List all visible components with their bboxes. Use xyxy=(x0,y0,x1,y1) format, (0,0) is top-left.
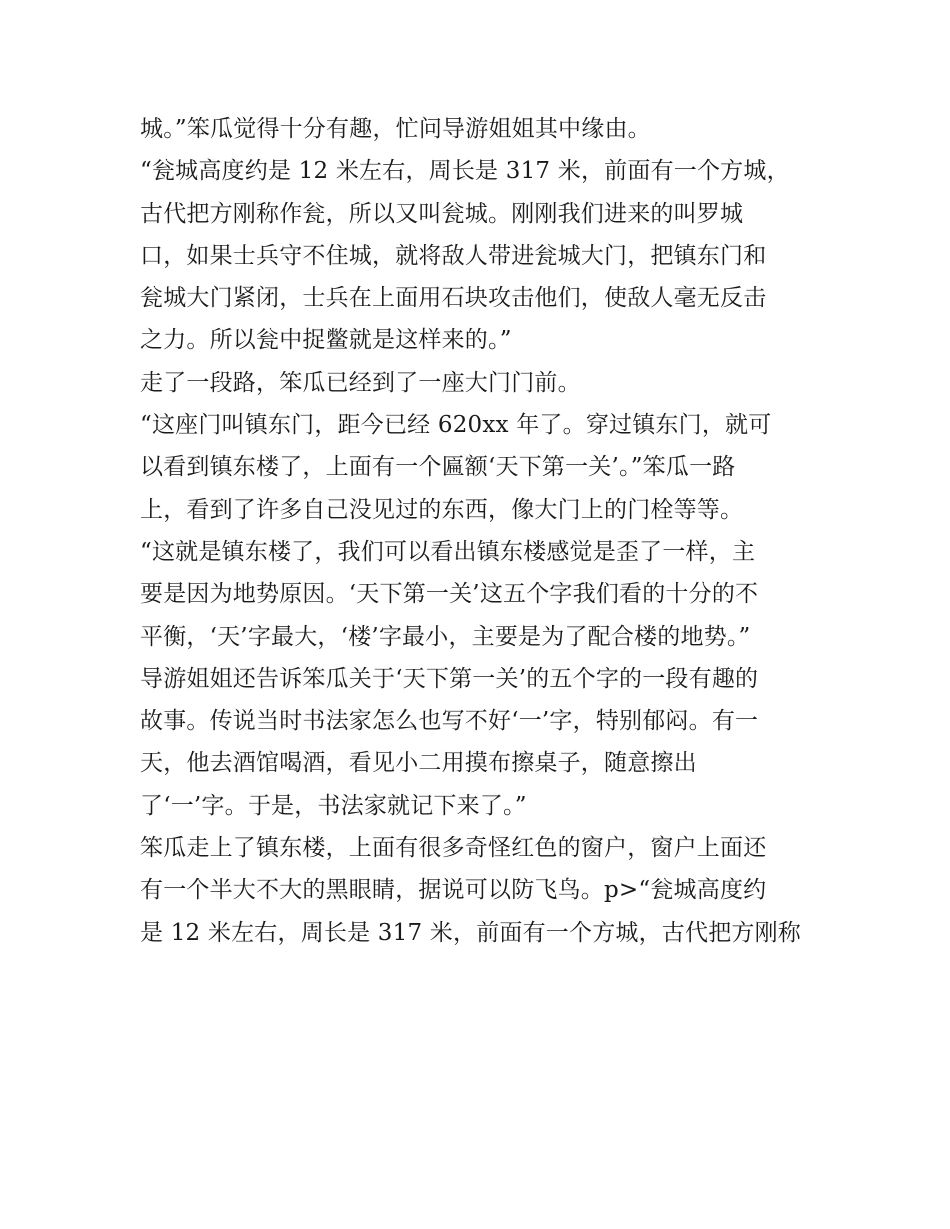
text-line-8: “这座门叫镇东门，距今已经 620xx 年了。穿过镇东门，就可 xyxy=(140,412,772,439)
text-line-20: 是 12 米左右，周长是 317 米，前面有一个方城，古代把方刚称 xyxy=(140,919,802,946)
text-line-1: 城。”笨瓜觉得十分有趣，忙问导游姐姐其中缘由。 xyxy=(140,116,651,142)
text-line-17: 了‘一’字。于是，书法家就记下来了。” xyxy=(140,792,527,819)
text-line-18: 笨瓜走上了镇东楼，上面有很多奇怪红色的窗户，窗户上面还 xyxy=(140,835,767,862)
text-line-6: 之力。所以瓮中捉鳖就是这样来的。” xyxy=(140,327,512,354)
text-line-9: 以看到镇东楼了，上面有一个匾额‘天下第一关’。”笨瓜一路 xyxy=(140,454,736,481)
text-line-3: 古代把方刚称作瓮，所以又叫瓮城。刚刚我们进来的叫罗城 xyxy=(140,200,744,227)
text-line-5: 瓮城大门紧闭，士兵在上面用石块攻击他们，使敌人毫无反击 xyxy=(140,285,767,312)
text-line-19: 有一个半大不大的黑眼睛，据说可以防飞鸟。p>“瓮城高度约 xyxy=(140,877,767,904)
text-line-14: 导游姐姐还告诉笨瓜关于‘天下第一关’的五个字的一段有趣的 xyxy=(140,665,759,692)
text-line-11: “这就是镇东楼了，我们可以看出镇东楼感觉是歪了一样，主 xyxy=(140,538,756,565)
body-text xyxy=(140,108,820,954)
text-line-16: 天，他去酒馆喝酒，看见小二用摸布擦桌子，随意擦出 xyxy=(140,750,697,777)
text-line-2: “瓮城高度约是 12 米左右，周长是 317 米，前面有一个方城， xyxy=(140,158,790,185)
text-line-12: 要是因为地势原因。‘天下第一关’这五个字我们看的十分的不 xyxy=(140,581,759,608)
text-line-15: 故事。传说当时书法家怎么也写不好‘一’字，特别郁闷。有一 xyxy=(140,708,759,735)
text-line-10: 上，看到了许多自己没见过的东西，像大门上的门栓等等。 xyxy=(140,496,744,523)
text-line-7: 走了一段路，笨瓜已经到了一座大门门前。 xyxy=(140,369,581,396)
text-line-4: 口，如果士兵守不住城，就将敌人带进瓮城大门，把镇东门和 xyxy=(140,242,767,269)
text-line-13: 平衡，‘天’字最大，‘楼’字最小，主要是为了配合楼的地势。” xyxy=(140,623,751,650)
